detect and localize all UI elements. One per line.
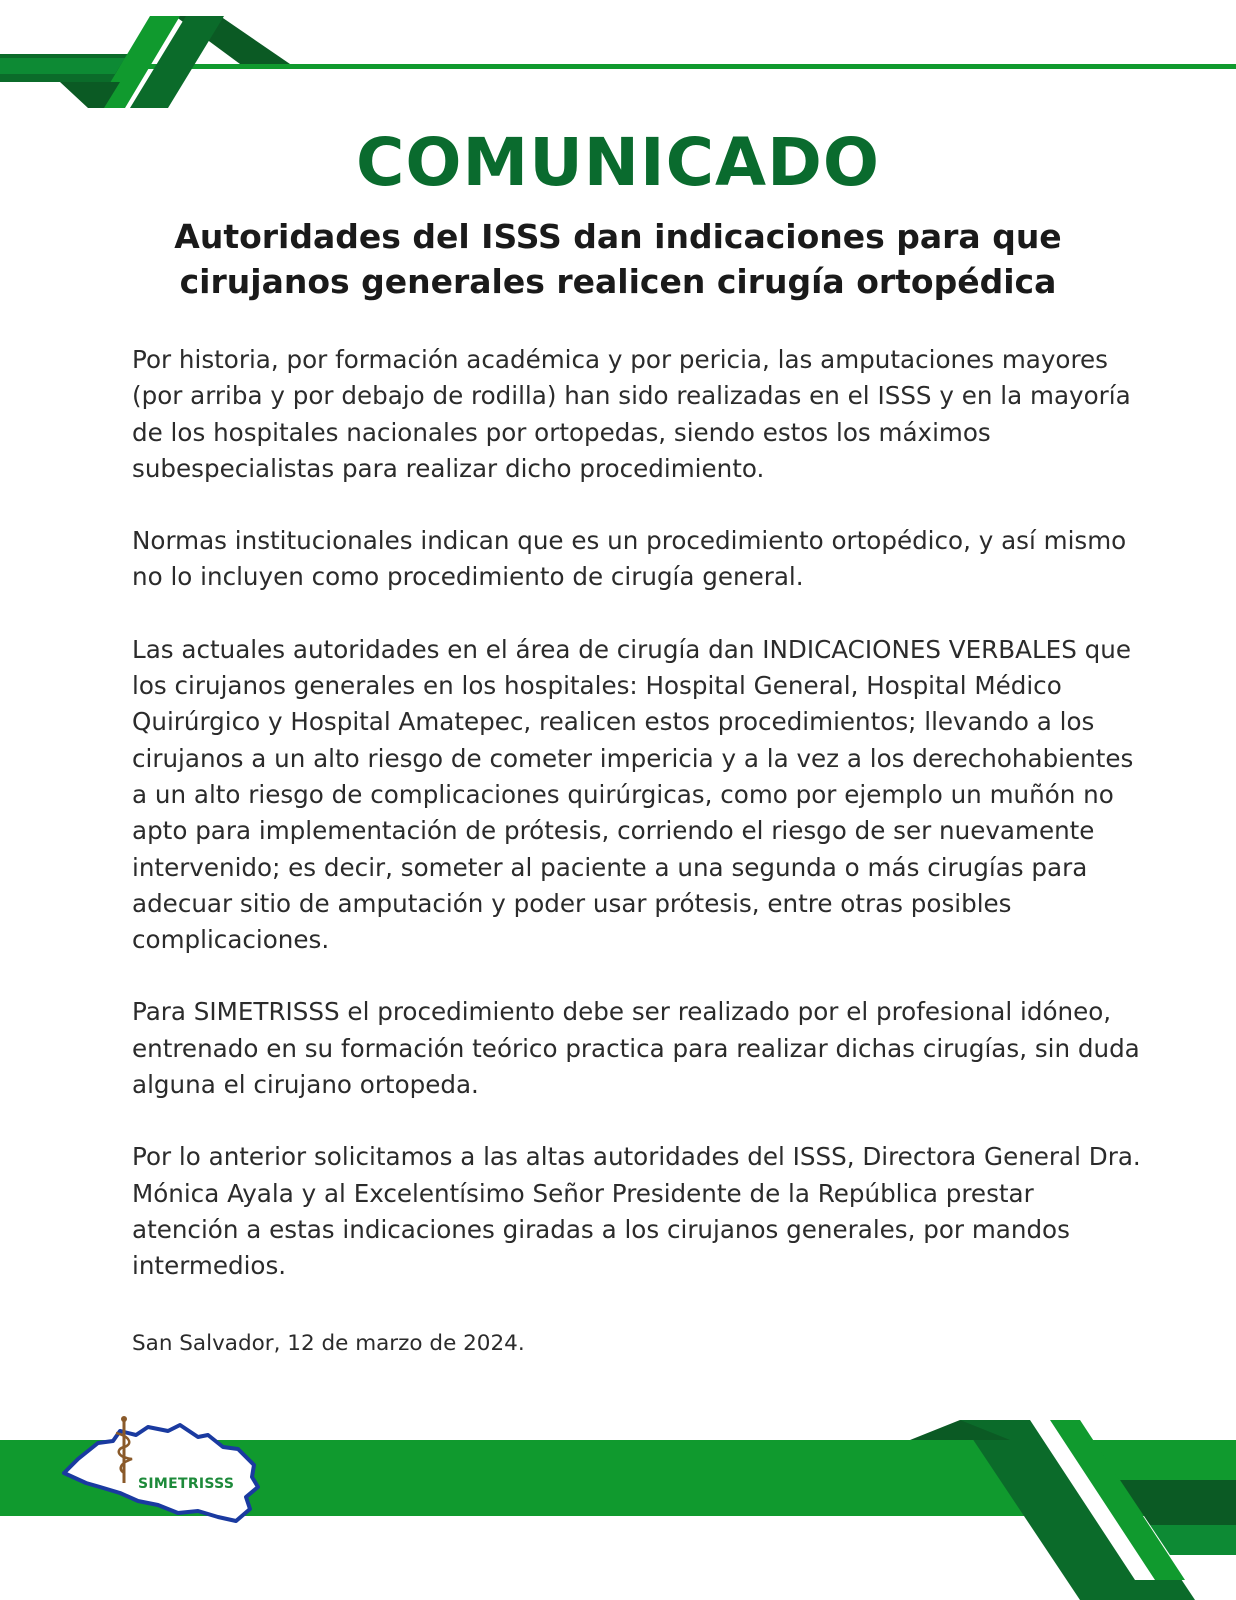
paragraph: Para SIMETRISSS el procedimiento debe ser realizado por el profesional idóneo, entrenado en su formación teórico practica para realizar dichas cirugías, sin duda alguna el cirujano ortopeda.	[132, 997, 1140, 1100]
el-salvador-map-icon	[58, 1413, 268, 1533]
page-subtitle: Autoridades del ISSS dan indicaciones para que cirujanos generales realicen cirugía ortopédica	[174, 217, 1062, 301]
paragraph: Por historia, por formación académica y por pericia, las amputaciones mayores (por arriba y por debajo de rodilla) han sido realizadas en el ISSS y en la mayoría de los hospitales nacionales por ortopedas, siendo estos los máximos subespecialistas para realizar dicho procedimiento.	[132, 345, 1131, 483]
simetrisss-logo	[58, 1413, 268, 1533]
statement-body	[132, 342, 1142, 1321]
paragraph: Por lo anterior solicitamos a las altas autoridades del ISSS, Directora General Dra. Mónica Ayala y al Excelentísimo Señor Presidente de la República prestar atención a estas indicaciones giradas a los cirujanos generales, por mandos intermedios.	[132, 1142, 1141, 1281]
paragraph: Las actuales autoridades en el área de cirugía dan INDICACIONES VERBALES que los cirujanos generales en los hospitales: Hospital General, Hospital Médico Quirúrgico y Hospital Amatepec, realicen estos procedimientos; llevando a los cirujanos a un alto riesgo de cometer impericia y a la vez a los derechohabientes a un alto riesgo de complicaciones quirúrgicas, como por ejemplo un muñón no apto para implementación de prótesis, corriendo el riesgo de ser nuevamente intervenido; es decir, someter al paciente a una segunda o más cirugías para adecuar sitio de amputación y poder usar prótesis, entre otras posibles complicaciones.	[132, 634, 1134, 955]
date-line: San Salvador, 12 de marzo de 2024.	[132, 1331, 525, 1356]
header-decoration	[0, 0, 1236, 120]
page-title: COMUNICADO	[355, 124, 880, 201]
logo-text: SIMETRISSS	[138, 1476, 235, 1492]
paragraph: Normas institucionales indican que es un procedimiento ortopédico, y así mismo no lo incluyen como procedimiento de cirugía general.	[132, 526, 1127, 592]
